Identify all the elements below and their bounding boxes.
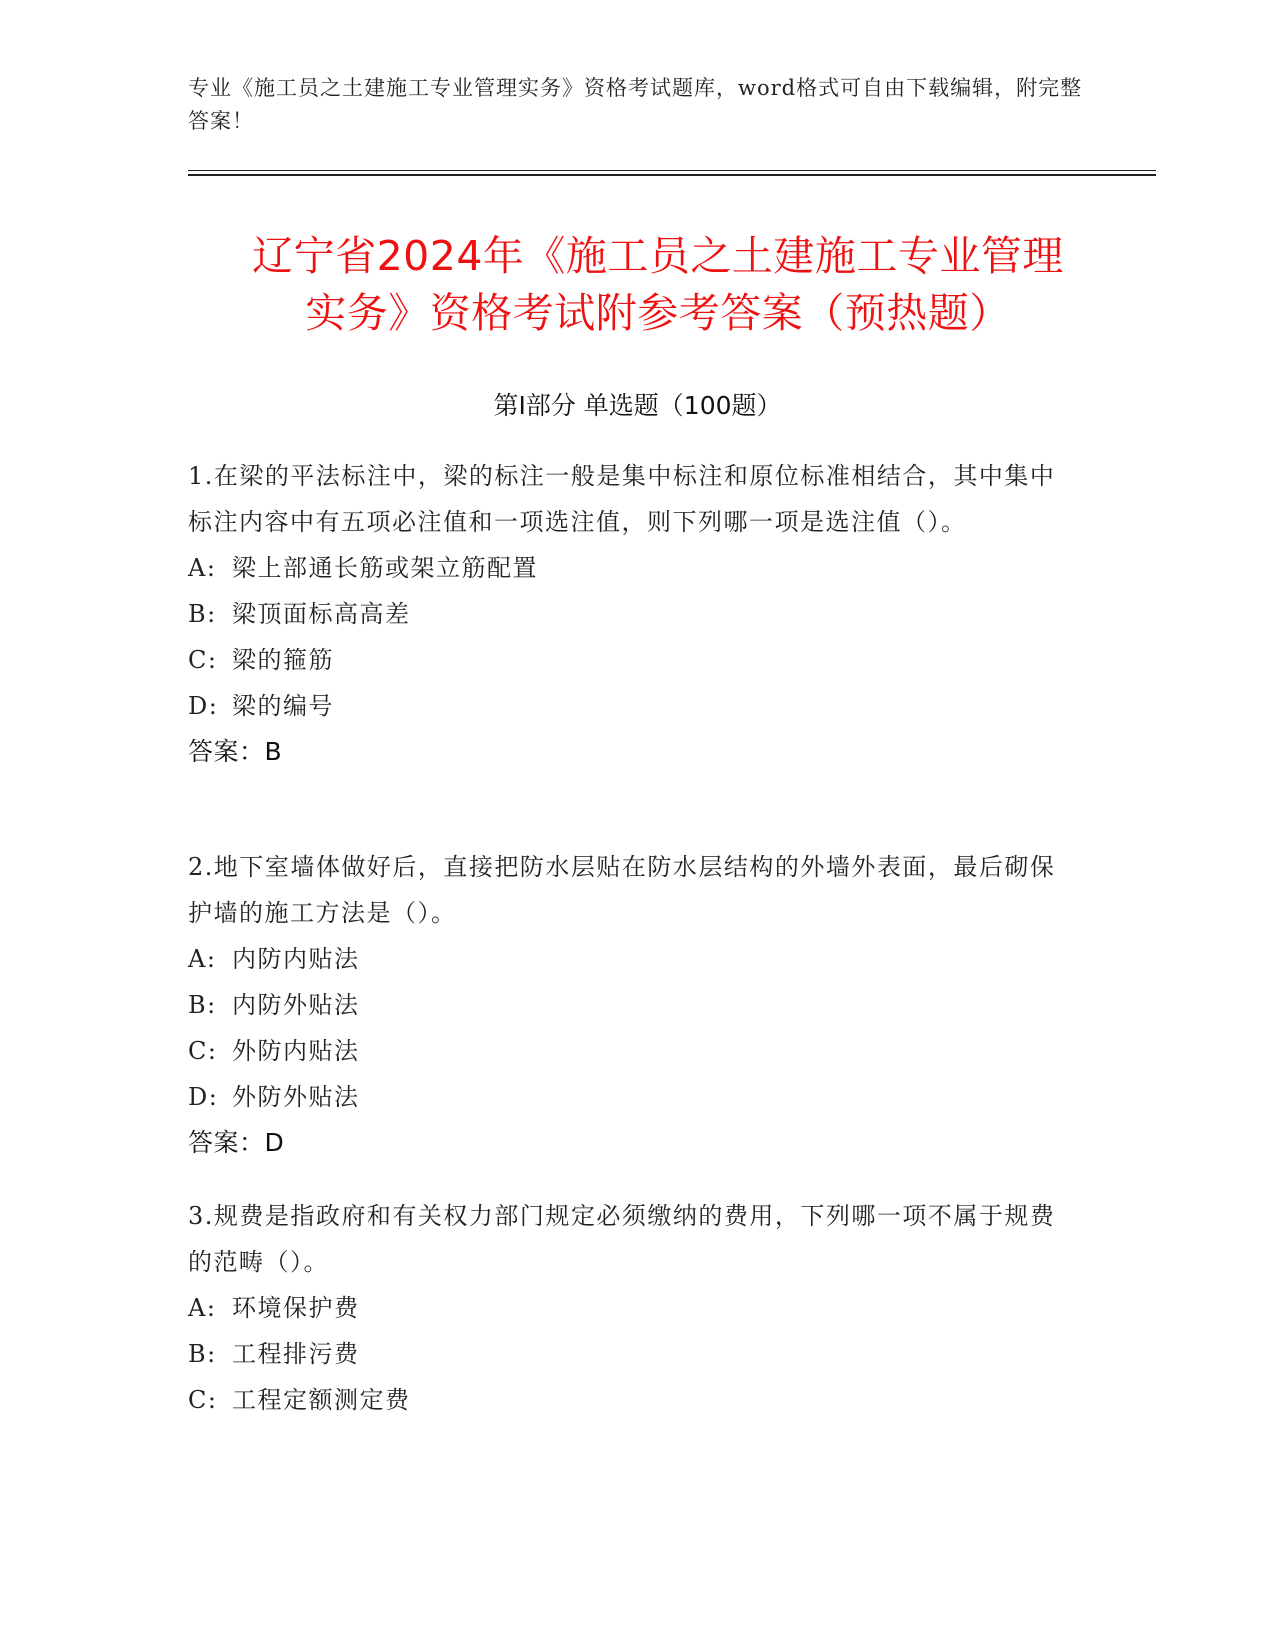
option-a [188, 1285, 1068, 1331]
option-letter: C: [188, 1386, 218, 1414]
option-letter: D: [188, 692, 219, 720]
question-1 [188, 453, 1068, 775]
option-text: 工程排污费 [232, 1340, 360, 1368]
option-text: 工程定额测定费 [232, 1386, 411, 1414]
header-note: 专业《施工员之土建施工专业管理实务》资格考试题库，word格式可自由下载编辑，附完整答案！ [188, 76, 1083, 133]
option-text: 外防外贴法 [232, 1083, 360, 1111]
option-b [188, 982, 1068, 1028]
option-letter: C: [188, 1037, 218, 1065]
option-letter: B: [188, 1340, 217, 1368]
option-letter: A: [188, 554, 217, 582]
document-title [188, 228, 1128, 342]
question-2 [188, 844, 1068, 1166]
option-text: 梁的箍筋 [232, 646, 334, 674]
option-text: 梁上部通长筋或架立筋配置 [232, 554, 538, 582]
option-text: 内防内贴法 [232, 945, 360, 973]
option-letter: A: [188, 1294, 217, 1322]
question-stem: 1.在梁的平法标注中，梁的标注一般是集中标注和原位标准相结合，其中集中标注内容中有五项必注值和一项选注值，则下列哪一项是选注值（）。 [188, 462, 1056, 536]
option-c [188, 637, 1068, 683]
option-a [188, 545, 1068, 591]
option-text: 内防外贴法 [232, 991, 360, 1019]
option-letter: C: [188, 646, 218, 674]
option-text: 外防内贴法 [232, 1037, 360, 1065]
option-letter: B: [188, 991, 217, 1019]
header-divider-thick [188, 174, 1156, 176]
section-title: 第I部分 单选题（100题） [493, 391, 782, 420]
document-title-line-2: 实务》资格考试附参考答案（预热题） [305, 289, 1011, 337]
option-letter: A: [188, 945, 217, 973]
option-text: 梁顶面标高高差 [232, 600, 411, 628]
option-c [188, 1377, 1068, 1423]
question-stem: 2.地下室墙体做好后，直接把防水层贴在防水层结构的外墙外表面，最后砌保护墙的施工方法是（）。 [188, 853, 1056, 927]
option-d [188, 683, 1068, 729]
question-stem: 3.规费是指政府和有关权力部门规定必须缴纳的费用，下列哪一项不属于规费的范畴（）。 [188, 1202, 1056, 1276]
option-text: 环境保护费 [232, 1294, 360, 1322]
option-b [188, 1331, 1068, 1377]
option-b [188, 591, 1068, 637]
document-title-line-1: 辽宁省2024年《施工员之土建施工专业管理 [252, 232, 1064, 280]
option-d [188, 1074, 1068, 1120]
option-a [188, 936, 1068, 982]
option-letter: D: [188, 1083, 219, 1111]
option-c [188, 1028, 1068, 1074]
header-divider-thin [188, 170, 1156, 171]
option-text: 梁的编号 [232, 692, 334, 720]
option-letter: B: [188, 600, 217, 628]
answer-line: 答案：D [188, 1128, 285, 1157]
answer-line: 答案：B [188, 737, 283, 766]
question-3 [188, 1193, 1068, 1423]
